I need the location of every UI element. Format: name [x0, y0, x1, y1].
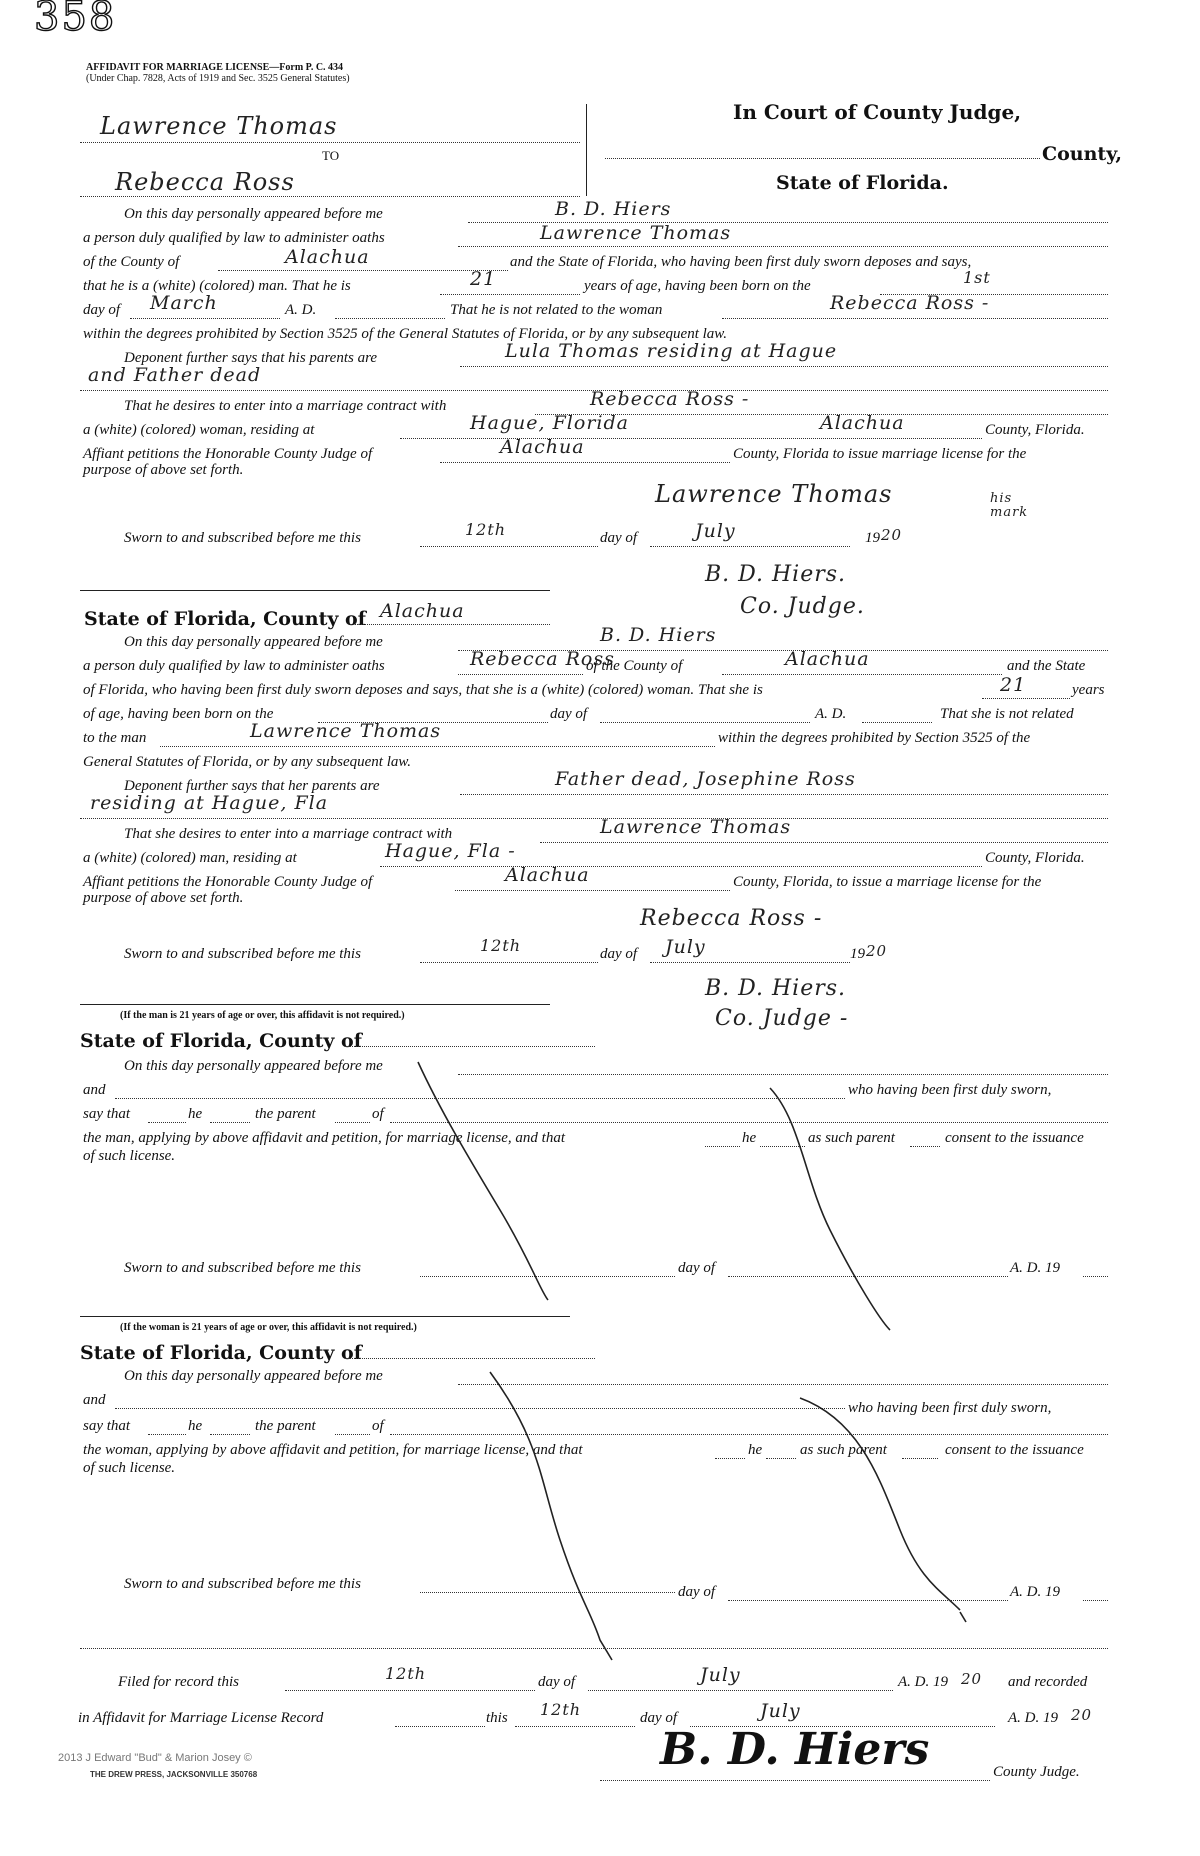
text: A. D. 19: [1010, 1584, 1060, 1600]
text: A. D. 19: [1010, 1260, 1060, 1276]
text: day of: [538, 1674, 576, 1690]
official-signature: B. D. Hiers.: [705, 562, 847, 587]
sworn-month: July: [665, 936, 706, 958]
text: County, Florida to issue marriage license for the: [733, 446, 1027, 462]
text: day of: [600, 946, 638, 962]
text: say that: [83, 1418, 131, 1434]
county-value: Alachua: [285, 246, 370, 268]
text: On this day personally appeared before me: [124, 1058, 383, 1074]
text: day of: [678, 1584, 716, 1600]
text: a (white) (colored) man, residing at: [83, 850, 297, 866]
residence-value: Hague, Fla -: [385, 840, 516, 862]
text: day of: [640, 1710, 678, 1726]
birth-day-value: 1st: [963, 268, 991, 287]
text: a (white) (colored) woman, residing at: [83, 422, 315, 438]
text: he: [742, 1130, 757, 1146]
groom-signature: Lawrence Thomas: [655, 480, 893, 508]
text: of: [372, 1106, 384, 1122]
record-day: 12th: [540, 1700, 582, 1719]
text: A. D. 19: [1008, 1710, 1058, 1726]
judge-title: County Judge.: [993, 1764, 1080, 1780]
text: of Florida, who having been first duly sworn deposes and says, that she is a (white) (colored) woman. That she is: [83, 682, 763, 698]
note: (If the man is 21 years of age or over, this affidavit is not required.): [120, 1010, 405, 1021]
press-imprint: THE DREW PRESS, JACKSONVILLE 350768: [90, 1770, 258, 1779]
text: That he is not related to the woman: [450, 302, 663, 318]
heading: State of Florida, County of: [80, 1030, 362, 1052]
text: Sworn to and subscribed before me this: [124, 1260, 361, 1276]
text: day of: [600, 530, 638, 546]
text: Deponent further says that his parents are: [124, 350, 378, 366]
text: and recorded: [1008, 1674, 1088, 1690]
text: day of: [678, 1260, 716, 1276]
state-label: State of Florida.: [776, 172, 949, 194]
text: a person duly qualified by law to administer oaths: [83, 230, 385, 246]
text: to the man: [83, 730, 147, 746]
sworn-day: 12th: [465, 520, 507, 539]
text: day of: [83, 302, 121, 318]
text: this: [486, 1710, 508, 1726]
text: the parent: [255, 1106, 316, 1122]
parents-line-1: Lula Thomas residing at Hague: [505, 340, 838, 362]
judge-signature: B. D. Hiers: [660, 1724, 930, 1775]
official-signature: B. D. Hiers.: [705, 976, 847, 1001]
text: A. D.: [285, 302, 317, 318]
text: say that: [83, 1106, 131, 1122]
text: Deponent further says that her parents are: [124, 778, 380, 794]
text: A. D.: [815, 706, 847, 722]
filed-year: 20: [961, 1670, 983, 1688]
sworn-year: 20: [866, 942, 888, 960]
text: a person duly qualified by law to administer oaths: [83, 658, 385, 674]
filed-day: 12th: [385, 1664, 427, 1683]
text: 19: [850, 946, 865, 962]
bride-name-caption: Rebecca Ross: [115, 168, 295, 196]
text: as such parent: [800, 1442, 887, 1458]
text: of age, having been born on the: [83, 706, 274, 722]
text: and the State of Florida, who having been first duly sworn deposes and says,: [510, 254, 972, 270]
birth-month-value: March: [150, 292, 218, 314]
copyright: 2013 J Edward "Bud" & Marion Josey ©: [58, 1752, 252, 1764]
text: Affiant petitions the Honorable County Judge of: [83, 874, 373, 890]
text: of the County of: [83, 254, 180, 270]
text: in Affidavit for Marriage License Record: [78, 1710, 324, 1726]
court-title: In Court of County Judge,: [733, 100, 1022, 124]
text: purpose of above set forth.: [83, 462, 244, 478]
man-name: Lawrence Thomas: [250, 720, 442, 742]
to-label: TO: [322, 148, 340, 163]
county-label: County,: [1042, 143, 1123, 165]
bride-signature: Rebecca Ross -: [640, 906, 823, 931]
text: County, Florida.: [985, 850, 1085, 866]
residence-county: Alachua: [820, 412, 905, 434]
text: General Statutes of Florida, or by any subsequent law.: [83, 754, 412, 770]
text: within the degrees prohibited by Section 3525 of the: [718, 730, 1031, 746]
text: County, Florida, to issue a marriage license for the: [733, 874, 1042, 890]
text: On this day personally appeared before me: [124, 634, 383, 650]
filed-month: July: [700, 1664, 741, 1686]
sworn-month: July: [695, 520, 736, 542]
text: as such parent: [808, 1130, 895, 1146]
official-title: Co. Judge -: [715, 1006, 849, 1031]
record-month: July: [760, 1700, 801, 1722]
text: the man, applying by above affidavit and petition, for marriage license, and that: [83, 1130, 566, 1146]
text: he: [748, 1442, 763, 1458]
text: A. D. 19: [898, 1674, 948, 1690]
text: years of age, having been born on the: [584, 278, 811, 294]
affiant-name: Rebecca Ross: [470, 648, 615, 670]
record-year: 20: [1071, 1706, 1093, 1724]
form-subtitle: (Under Chap. 7828, Acts of 1919 and Sec. 3525 General Statutes): [86, 73, 350, 84]
age-value: 21: [1000, 674, 1027, 696]
text: consent to the issuance: [945, 1442, 1084, 1458]
text: On this day personally appeared before me: [124, 1368, 383, 1384]
text: he: [188, 1418, 203, 1434]
text: who having been first duly sworn,: [848, 1082, 1052, 1098]
page-number: 358: [34, 0, 117, 40]
heading: State of Florida, County of: [80, 1342, 362, 1364]
text: years: [1072, 682, 1105, 698]
text: the woman, applying by above affidavit and petition, for marriage license, and that: [83, 1442, 583, 1458]
text: County, Florida.: [985, 422, 1085, 438]
text: and the State: [1007, 658, 1086, 674]
text: That he desires to enter into a marriage contract with: [124, 398, 447, 414]
text: and: [83, 1392, 106, 1408]
contract-with: Lawrence Thomas: [600, 816, 792, 838]
text: day of: [550, 706, 588, 722]
text: of the County of: [586, 658, 683, 674]
bride-heading: State of Florida, County of: [84, 608, 366, 630]
sworn-year: 20: [881, 526, 903, 544]
text: that he is a (white) (colored) man. That he is: [83, 278, 351, 294]
affiant-name: Lawrence Thomas: [540, 222, 732, 244]
contract-with: Rebecca Ross -: [590, 388, 750, 410]
text: Sworn to and subscribed before me this: [124, 946, 361, 962]
county-value: Alachua: [785, 648, 870, 670]
official-name: B. D. Hiers: [555, 198, 672, 220]
text: That she desires to enter into a marriage contract with: [124, 826, 453, 842]
text: of: [372, 1418, 384, 1434]
text: purpose of above set forth.: [83, 890, 244, 906]
sworn-day: 12th: [480, 936, 522, 955]
judge-county: Alachua: [505, 864, 590, 886]
bride-heading-county: Alachua: [380, 600, 465, 622]
age-value: 21: [470, 268, 497, 290]
text: On this day personally appeared before me: [124, 206, 383, 222]
text: and: [83, 1082, 106, 1098]
woman-name: Rebecca Ross -: [830, 292, 990, 314]
groom-name-caption: Lawrence Thomas: [100, 112, 338, 140]
official-title: Co. Judge.: [740, 594, 865, 619]
text: who having been first duly sworn,: [848, 1400, 1052, 1416]
parents-line-1: Father dead, Josephine Ross: [555, 768, 856, 790]
parents-line-2: residing at Hague, Fla: [90, 792, 329, 814]
parents-line-2: and Father dead: [88, 364, 262, 386]
text: consent to the issuance: [945, 1130, 1084, 1146]
text: Sworn to and subscribed before me this: [124, 1576, 361, 1592]
text: That she is not related: [940, 706, 1074, 722]
mark-label: his mark: [990, 491, 1029, 520]
text: of such license.: [83, 1148, 176, 1164]
text: Sworn to and subscribed before me this: [124, 530, 361, 546]
note: (If the woman is 21 years of age or over, this affidavit is not required.): [120, 1322, 417, 1333]
text: the parent: [255, 1418, 316, 1434]
text: 19: [865, 530, 880, 546]
form-title: AFFIDAVIT FOR MARRIAGE LICENSE—Form P. C. 434: [86, 62, 344, 73]
text: Affiant petitions the Honorable County Judge of: [83, 446, 373, 462]
residence-value: Hague, Florida: [470, 412, 629, 434]
judge-county: Alachua: [500, 436, 585, 458]
text: Filed for record this: [118, 1674, 239, 1690]
text: he: [188, 1106, 203, 1122]
text: of such license.: [83, 1460, 176, 1476]
official-name: B. D. Hiers: [600, 624, 717, 646]
text: within the degrees prohibited by Section 3525 of the General Statutes of Florida, or by any subsequent law.: [83, 326, 727, 342]
